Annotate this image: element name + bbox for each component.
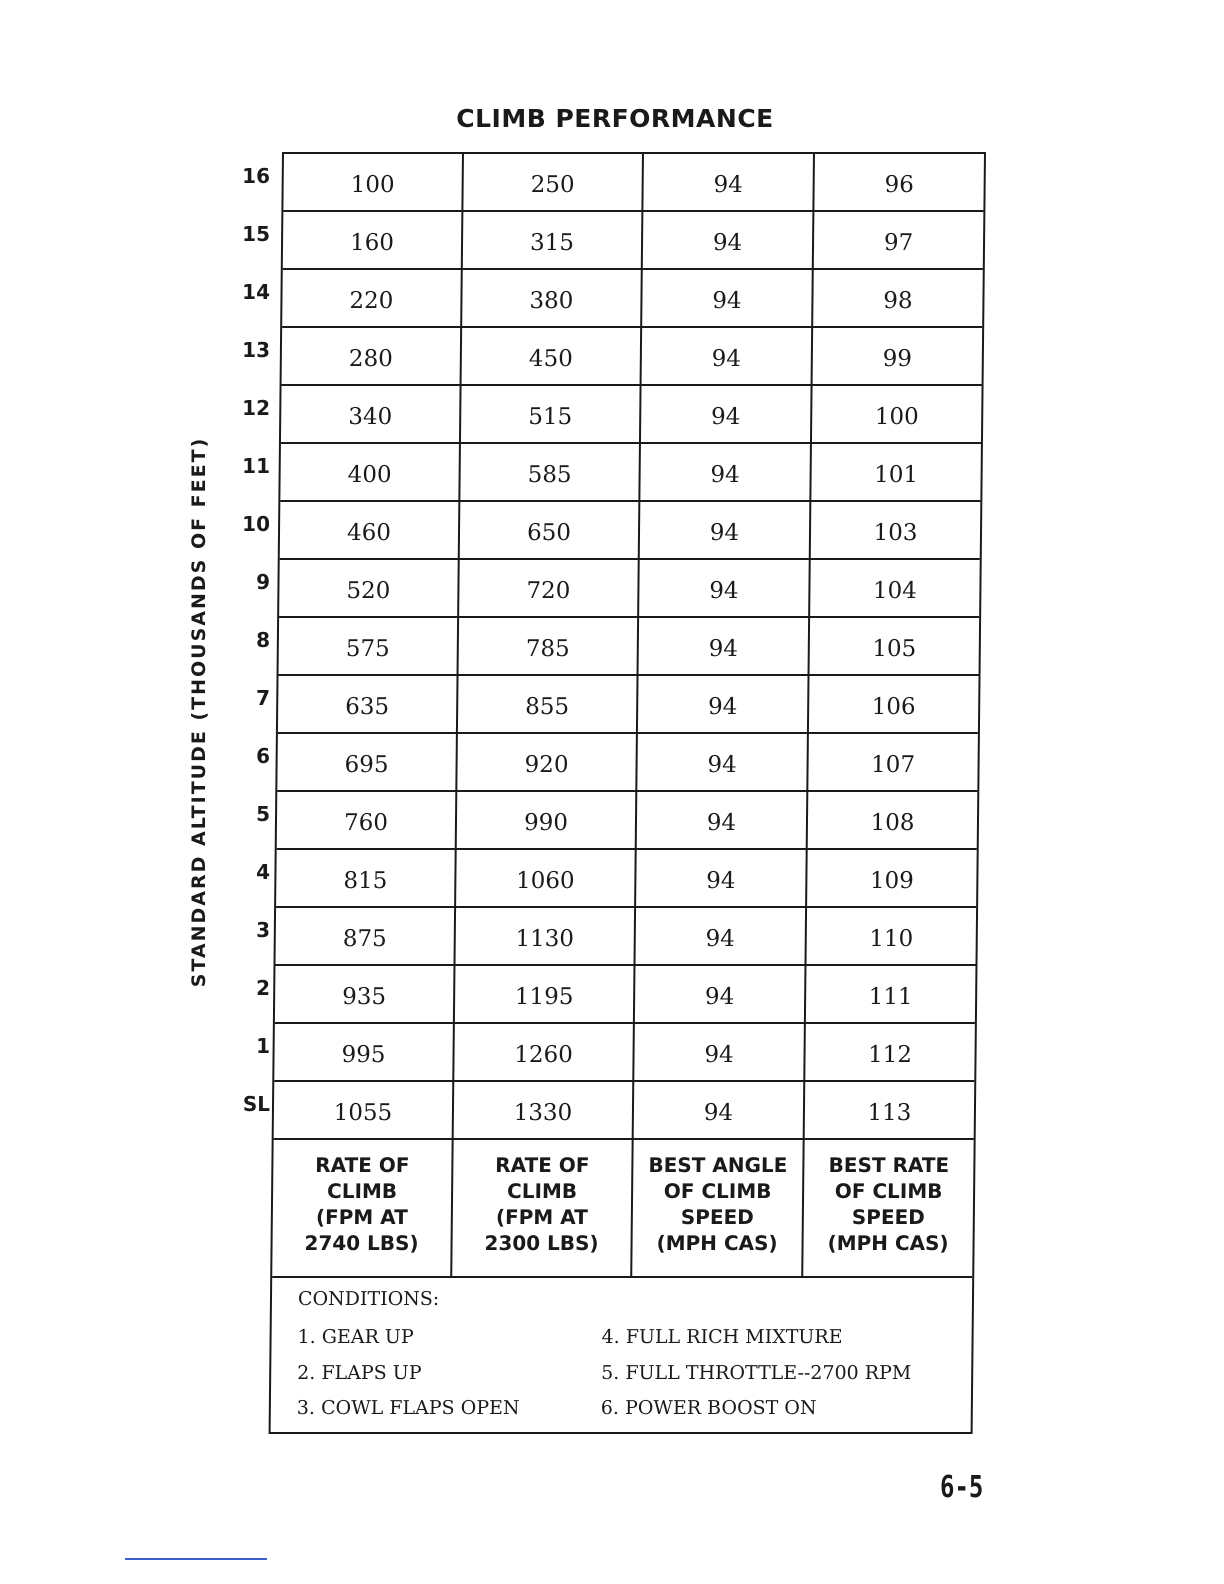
table-cell: 220 — [282, 270, 463, 326]
table-row — [279, 560, 980, 618]
table-cell: 109 — [869, 868, 914, 894]
column-header-line: RATE OF — [315, 1153, 410, 1177]
altitude-label: 15 — [242, 222, 270, 246]
conditions-box — [271, 1278, 973, 1432]
altitude-label: 11 — [242, 454, 270, 478]
condition-item: 6. POWER BOOST ON — [600, 1397, 817, 1419]
table-cell: 785 — [459, 618, 640, 674]
table-cell: 760 — [277, 792, 458, 848]
page-number: 6-5 — [940, 1470, 984, 1505]
table-row — [283, 154, 984, 212]
table-cell: 650 — [460, 502, 641, 558]
table-cell: 575 — [279, 618, 460, 674]
column-header — [632, 1140, 804, 1276]
altitude-label: 7 — [256, 686, 270, 710]
table-row — [277, 792, 978, 850]
table-cell: 112 — [867, 1042, 913, 1068]
column-header-line: SPEED — [851, 1205, 925, 1229]
table-row — [276, 850, 977, 908]
table-row — [281, 386, 982, 444]
condition-item: 2. FLAPS UP — [297, 1362, 422, 1384]
table-row — [283, 212, 984, 270]
column-header-line: (MPH CAS) — [656, 1231, 778, 1255]
table-cell: 94 — [635, 966, 807, 1022]
table-row — [280, 444, 981, 502]
table-cell: 94 — [636, 850, 808, 906]
table-cell: 94 — [641, 386, 813, 442]
table-cell: 450 — [462, 328, 643, 384]
altitude-label: 2 — [256, 976, 270, 1000]
page-title: CLIMB PERFORMANCE — [456, 104, 774, 133]
altitude-label: SL — [242, 1092, 270, 1116]
table-cell: 990 — [457, 792, 638, 848]
column-header-line: OF CLIMB — [663, 1179, 772, 1203]
table-cell: 101 — [874, 462, 919, 488]
column-header-line: (MPH CAS) — [827, 1231, 949, 1255]
table-cell: 160 — [283, 212, 464, 268]
altitude-label: 9 — [256, 570, 270, 594]
table-cell: 94 — [642, 328, 814, 384]
table-row — [274, 1024, 975, 1082]
column-header-line: BEST ANGLE — [648, 1153, 788, 1177]
condition-item: 3. COWL FLAPS OPEN — [296, 1397, 520, 1419]
table-cell: 104 — [872, 578, 917, 604]
table-cell: 94 — [638, 676, 810, 732]
condition-item: 4. FULL RICH MIXTURE — [601, 1326, 843, 1348]
table-cell: 100 — [874, 404, 919, 430]
table-row — [280, 502, 981, 560]
table-cell: 855 — [458, 676, 639, 732]
table-cell: 94 — [634, 1082, 806, 1138]
table-cell: 250 — [463, 154, 644, 210]
table-cell: 635 — [278, 676, 459, 732]
table-cell: 113 — [867, 1100, 912, 1126]
table-cell: 98 — [883, 288, 913, 314]
column-header-line: (FPM AT — [495, 1205, 588, 1229]
divider-line — [125, 1558, 267, 1560]
column-header-line: CLIMB — [506, 1179, 578, 1203]
table-cell: 520 — [279, 560, 460, 616]
table-cell: 280 — [282, 328, 463, 384]
column-header-line: OF CLIMB — [834, 1179, 943, 1203]
table-cell: 111 — [868, 984, 913, 1010]
table-cell: 94 — [634, 1024, 806, 1080]
table-row — [282, 270, 983, 328]
table-cell: 720 — [459, 560, 640, 616]
column-header-line: SPEED — [680, 1205, 754, 1229]
table-row — [278, 676, 979, 734]
altitude-label: 14 — [242, 280, 270, 304]
table-cell: 695 — [277, 734, 458, 790]
table-cell: 460 — [280, 502, 461, 558]
condition-item: 5. FULL THROTTLE--2700 RPM — [601, 1362, 912, 1384]
table-cell: 94 — [642, 270, 814, 326]
altitude-label: 1 — [256, 1034, 270, 1058]
table-cell: 94 — [635, 908, 807, 964]
altitude-label: 16 — [242, 164, 270, 188]
table-cell: 585 — [460, 444, 641, 500]
table-cell: 815 — [276, 850, 457, 906]
altitude-label: 12 — [242, 396, 270, 420]
table-cell: 94 — [639, 560, 811, 616]
column-header-line: RATE OF — [495, 1153, 590, 1177]
table-cell: 94 — [643, 212, 815, 268]
column-headers — [272, 1140, 973, 1278]
altitude-label: 13 — [242, 338, 270, 362]
column-header-line: 2740 LBS) — [304, 1231, 419, 1255]
table-cell: 96 — [884, 172, 914, 198]
altitude-label: 3 — [256, 918, 270, 942]
table-cell: 515 — [461, 386, 642, 442]
table-cell: 110 — [869, 926, 914, 952]
table-body — [274, 154, 984, 1140]
table-row — [282, 328, 983, 386]
column-header-line: CLIMB — [326, 1179, 398, 1203]
table-cell: 400 — [280, 444, 461, 500]
table-cell: 340 — [281, 386, 462, 442]
table-cell: 1195 — [455, 966, 636, 1022]
column-header-line: (FPM AT — [315, 1205, 408, 1229]
table-row — [279, 618, 980, 676]
condition-item: 1. GEAR UP — [297, 1326, 414, 1348]
table-cell: 1330 — [454, 1082, 635, 1138]
table-cell: 94 — [637, 734, 809, 790]
table-row — [275, 966, 976, 1024]
table-cell: 94 — [640, 444, 812, 500]
climb-performance-table — [269, 152, 986, 1434]
table-cell: 106 — [871, 694, 916, 720]
table-cell: 97 — [883, 230, 914, 256]
table-cell: 1055 — [274, 1082, 455, 1138]
table-row — [274, 1082, 975, 1140]
table-cell: 107 — [870, 752, 916, 778]
table-cell: 380 — [462, 270, 643, 326]
table-cell: 1130 — [455, 908, 636, 964]
table-row — [275, 908, 976, 966]
table-cell: 99 — [882, 346, 913, 372]
altitude-label: 10 — [242, 512, 270, 536]
table-cell: 108 — [870, 810, 915, 836]
table-cell: 94 — [639, 618, 811, 674]
column-header — [272, 1140, 453, 1276]
table-cell: 315 — [463, 212, 644, 268]
altitude-label: 5 — [256, 802, 270, 826]
table-cell: 1060 — [456, 850, 637, 906]
table-cell: 935 — [275, 966, 456, 1022]
table-cell: 94 — [643, 154, 815, 210]
altitude-label: 6 — [256, 744, 270, 768]
conditions-title: CONDITIONS: — [297, 1288, 440, 1310]
column-header — [803, 1140, 973, 1276]
column-header-line: 2300 LBS) — [484, 1231, 599, 1255]
table-cell: 920 — [457, 734, 638, 790]
table-cell: 94 — [637, 792, 809, 848]
altitude-axis-label: STANDARD ALTITUDE (THOUSANDS OF FEET) — [188, 436, 210, 988]
altitude-labels — [228, 152, 270, 1138]
column-header-line: BEST RATE — [828, 1153, 950, 1177]
altitude-label: 4 — [256, 860, 270, 884]
column-header — [452, 1140, 633, 1276]
table-cell: 100 — [283, 154, 464, 210]
table-cell: 105 — [872, 636, 917, 662]
table-cell: 103 — [873, 520, 918, 546]
altitude-label: 8 — [256, 628, 270, 652]
table-cell: 995 — [274, 1024, 455, 1080]
table-row — [277, 734, 978, 792]
table-cell: 1260 — [454, 1024, 635, 1080]
table-cell: 875 — [275, 908, 456, 964]
table-cell: 94 — [640, 502, 812, 558]
